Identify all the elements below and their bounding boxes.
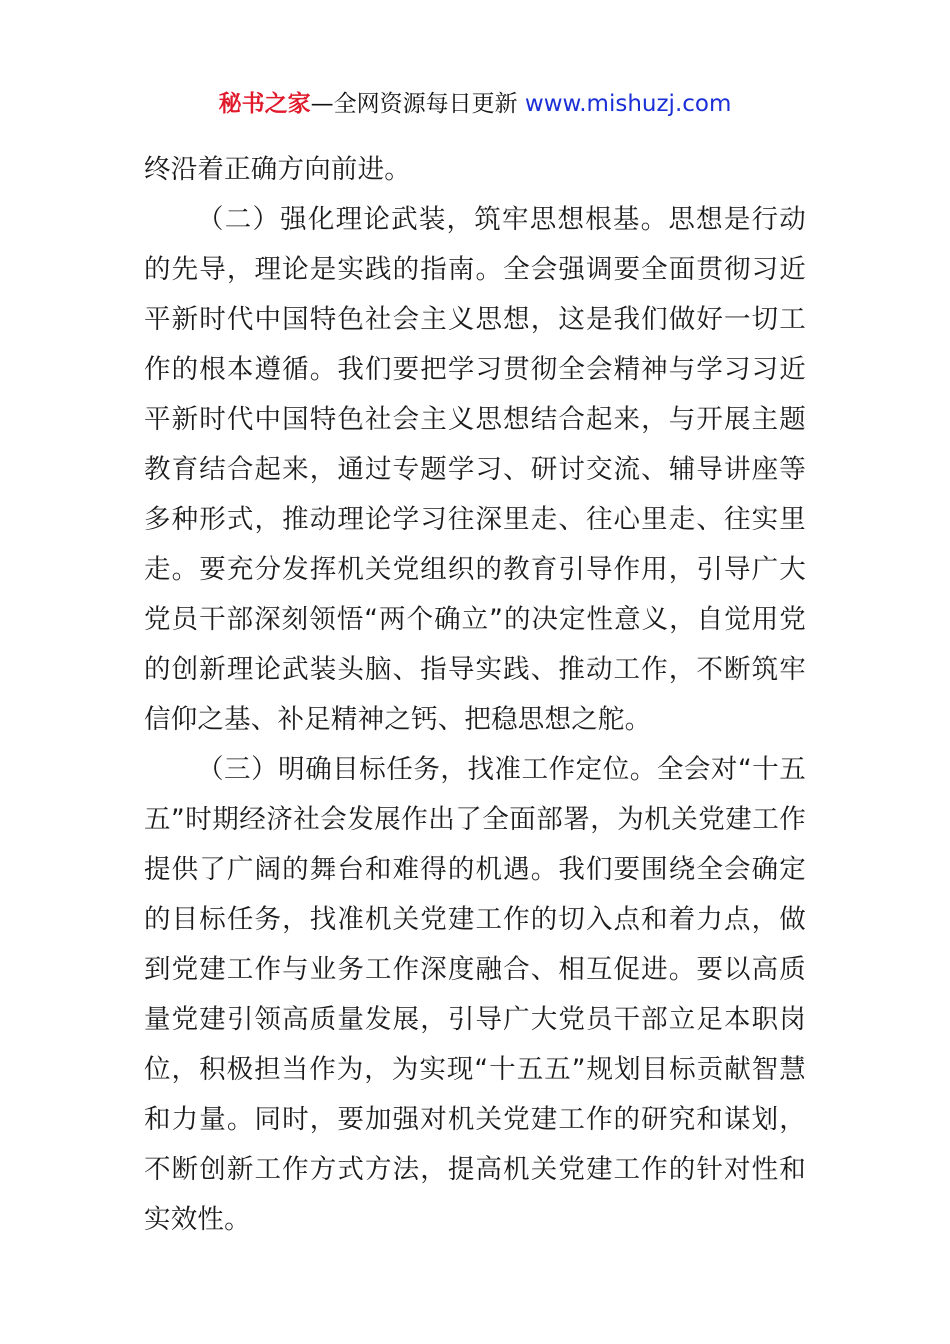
paragraph-section-three: （三）明确目标任务，找准工作定位。全会对“十五五”时期经济社会发展作出了全面部署，为机关党建工作提供了广阔的舞台和难得的机遇。我们要围绕全会确定的目标任务，找准机关党建工作的切入点和着力点，做到党建工作与业务工作深度融合、相互促进。要以高质量党建引领高质量发展，引导广大党员干部立足本职岗位，积极担当作为，为实现“十五五”规划目标贡献智慧和力量。同时，要加强对机关党建工作的研究和谋划，不断创新工作方式方法，提高机关党建工作的针对性和实效性。	[144, 754, 806, 1235]
brand-name: 秘书之家	[218, 91, 311, 117]
site-url-link[interactable]: www.mishuzj.com	[524, 91, 732, 117]
header-tagline: —全网资源每日更新	[310, 91, 525, 117]
document-body	[144, 145, 806, 1245]
paragraph-continuation: 终沿着正确方向前进。	[144, 154, 411, 185]
paragraph-section-two: （二）强化理论武装，筑牢思想根基。思想是行动的先导，理论是实践的指南。全会强调要全面贯彻习近平新时代中国特色社会主义思想，这是我们做好一切工作的根本遵循。我们要把学习贯彻全会精神与学习习近平新时代中国特色社会主义思想结合起来，与开展主题教育结合起来，通过专题学习、研讨交流、辅导讲座等多种形式，推动理论学习往深里走、往心里走、往实里走。要充分发挥机关党组织的教育引导作用，引导广大党员干部深刻领悟“两个确立”的决定性意义，自觉用党的创新理论武装头脑、指导实践、推动工作，不断筑牢信仰之基、补足精神之钙、把稳思想之舵。	[144, 204, 806, 735]
site-header	[0, 86, 950, 122]
